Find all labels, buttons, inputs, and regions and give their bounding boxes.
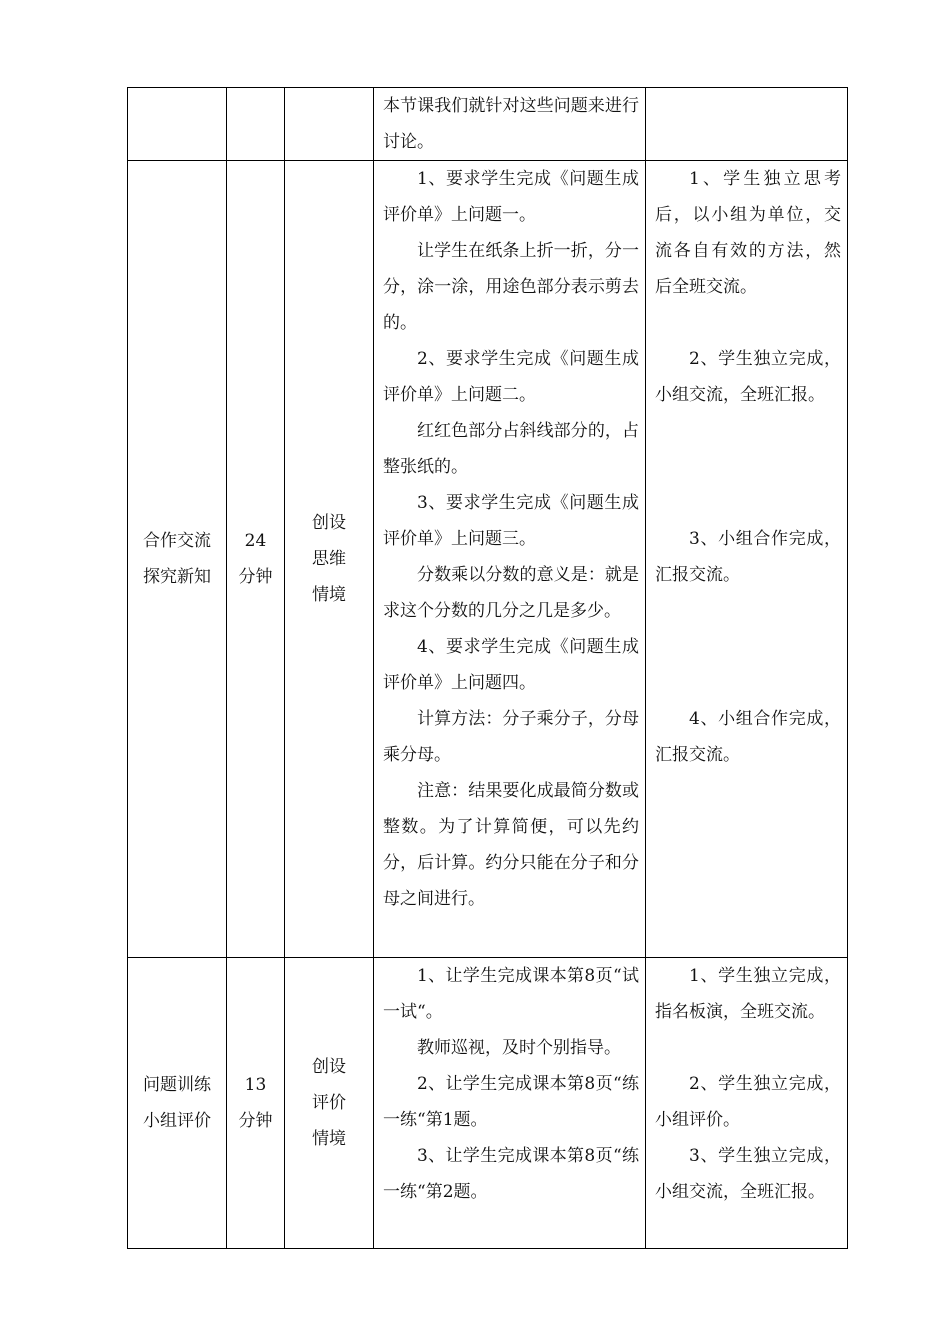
method-cell [285, 958, 374, 1249]
time-value: 13 [244, 1075, 267, 1095]
method-label: 评价 [312, 1093, 346, 1113]
method-label: 情境 [312, 1129, 346, 1149]
teacher-paragraph: 注意：结果要化成最简分数或整数。为了计算简便，可以先约分，后计算。约分只能在分子和分母之间进行。 [383, 781, 639, 909]
teacher-paragraph: 2、让学生完成课本第8页“练一练“第1题。 [383, 1074, 639, 1130]
time-unit: 分钟 [238, 1111, 273, 1131]
stage-label: 合作交流 [143, 531, 211, 551]
stage-cell [128, 161, 227, 958]
method-label: 创设 [312, 513, 346, 533]
student-paragraph: 1、学生独立思考后，以小组为单位，交流各自有效的方法，然后全班交流。 [655, 169, 841, 297]
student-paragraph: 2、学生独立完成，小组评价。 [655, 1074, 841, 1130]
student-paragraph: 3、学生独立完成，小组交流，全班汇报。 [655, 1146, 841, 1202]
teacher-paragraph: 4、要求学生完成《问题生成评价单》上问题四。 [383, 637, 639, 693]
teacher-paragraph: 1、要求学生完成《问题生成评价单》上问题一。 [383, 169, 639, 225]
student-activity-cell [646, 958, 848, 1249]
teacher-paragraph: 教师巡视，及时个别指导。 [417, 1038, 621, 1058]
student-paragraph: 4、小组合作完成，汇报交流。 [655, 709, 841, 765]
stage-cell [128, 88, 227, 161]
method-cell [285, 88, 374, 161]
teacher-paragraph: 分数乘以分数的意义是：就是求这个分数的几分之几是多少。 [383, 565, 639, 621]
teacher-activity-cell [374, 88, 646, 161]
teacher-paragraph: 红红色部分占斜线部分的，占整张纸的。 [383, 421, 639, 477]
stage-cell [128, 958, 227, 1249]
time-cell [227, 958, 285, 1249]
method-label: 思维 [312, 549, 346, 569]
table-row [128, 88, 848, 161]
time-unit: 分钟 [238, 567, 273, 587]
student-paragraph: 1、学生独立完成，指名板演，全班交流。 [655, 966, 841, 1022]
student-paragraph: 2、学生独立完成，小组交流，全班汇报。 [655, 349, 841, 405]
method-label: 创设 [312, 1057, 346, 1077]
table-row [128, 958, 848, 1249]
teacher-activity-cell [374, 161, 646, 958]
student-activity-cell [646, 88, 848, 161]
stage-label: 问题训练 [143, 1075, 211, 1095]
student-activity-cell [646, 161, 848, 958]
teacher-paragraph: 3、让学生完成课本第8页“练一练“第2题。 [383, 1146, 639, 1202]
lesson-plan-table [127, 87, 848, 1249]
method-label: 情境 [312, 585, 346, 605]
stage-label: 小组评价 [143, 1111, 211, 1131]
method-cell [285, 161, 374, 958]
teacher-paragraph: 计算方法：分子乘分子，分母乘分母。 [383, 709, 639, 765]
stage-label: 探究新知 [143, 567, 211, 587]
teacher-paragraph: 本节课我们就针对这些问题来进行讨论。 [383, 96, 639, 152]
teacher-paragraph: 3、要求学生完成《问题生成评价单》上问题三。 [383, 493, 639, 549]
student-paragraph: 3、小组合作完成，汇报交流。 [655, 529, 841, 585]
table-row [128, 161, 848, 958]
time-cell [227, 161, 285, 958]
teacher-paragraph: 1、让学生完成课本第8页“试一试“。 [383, 966, 639, 1022]
teacher-paragraph: 让学生在纸条上折一折，分一分，涂一涂，用途色部分表示剪去的。 [383, 241, 639, 333]
teacher-paragraph: 2、要求学生完成《问题生成评价单》上问题二。 [383, 349, 639, 405]
teacher-activity-cell [374, 958, 646, 1249]
time-value: 24 [244, 531, 267, 551]
time-cell [227, 88, 285, 161]
